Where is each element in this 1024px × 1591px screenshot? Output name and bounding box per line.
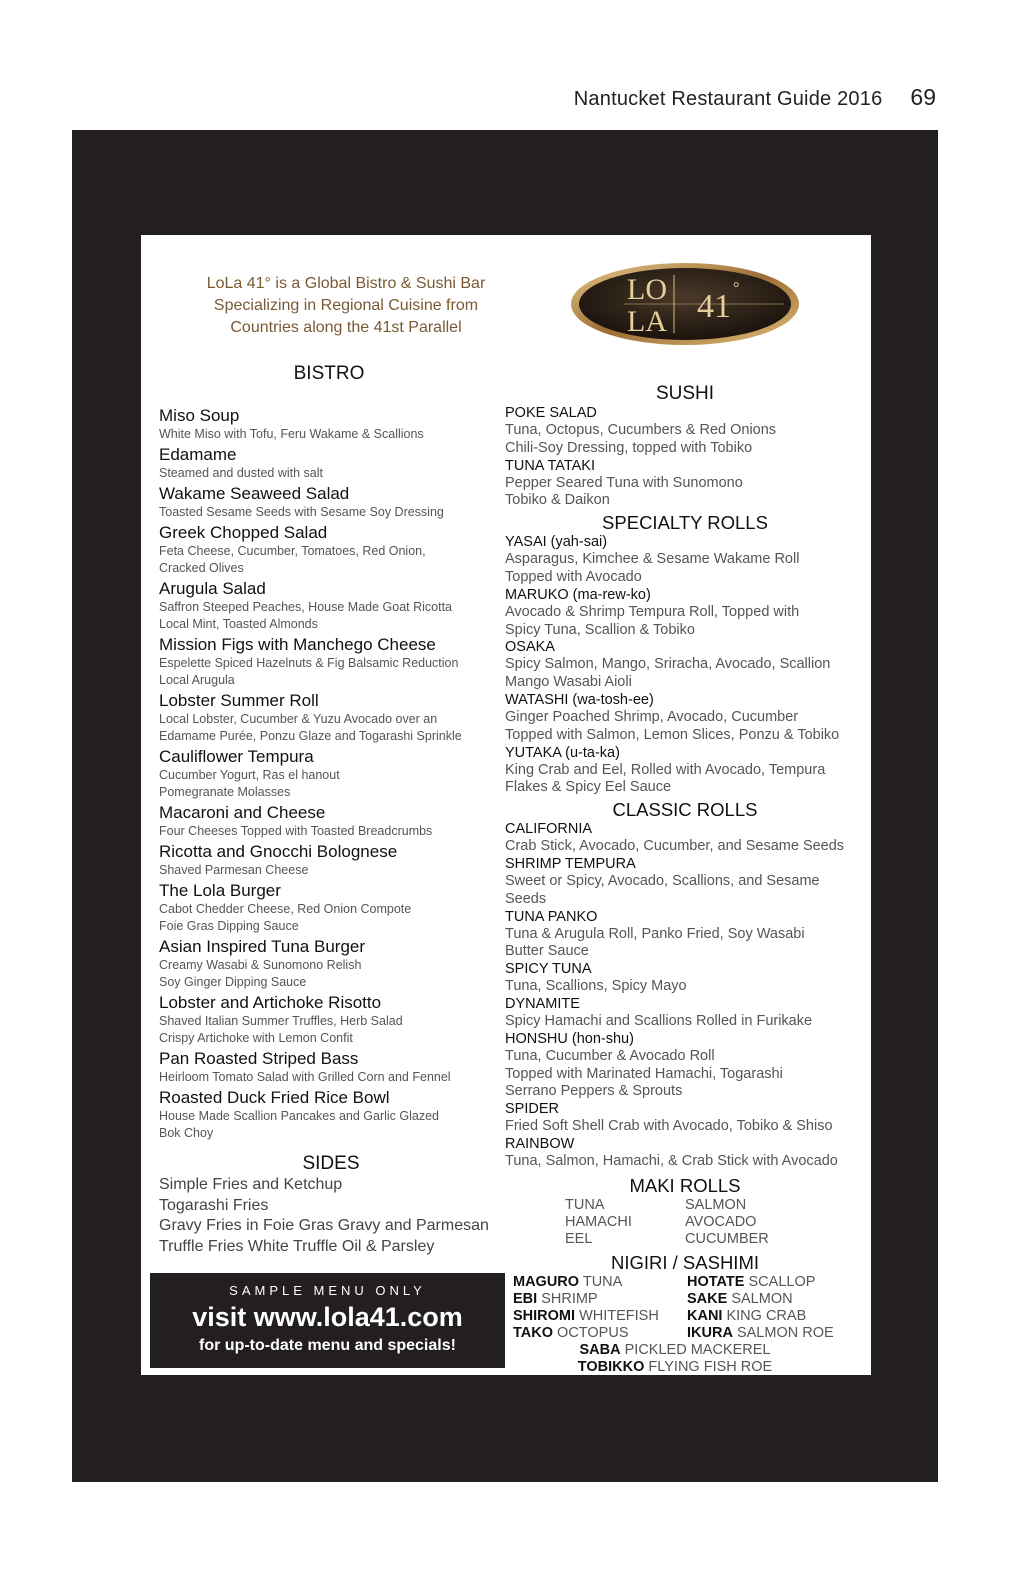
roll-name: SPICY TUNA [505,961,592,978]
menu-item-desc: Feta Cheese, Cucumber, Tomatoes, Red Onion, [159,544,426,558]
menu-item-desc: House Made Scallion Pancakes and Garlic Glazed [159,1109,440,1123]
menu-item [159,803,499,842]
menu-item [159,937,499,993]
roll-item [505,1136,865,1171]
menu-item [159,842,499,881]
menu-item-desc: Soy Ginger Dipping Sauce [159,975,307,989]
menu-item [159,993,499,1049]
roll-item [505,745,865,798]
roll-desc: Tobiko & Daikon [505,492,610,509]
menu-item-desc: Shaved Italian Summer Truffles, Herb Salad [159,1014,403,1028]
nigiri-english-name: SALMON ROE [736,1324,834,1341]
nigiri-item [485,1359,865,1376]
roll-name: SHRIMP TEMPURA [505,855,636,872]
menu-item-name: Edamame [159,445,237,464]
banner-sample-text: SAMPLE MENU ONLY [229,1283,426,1298]
nigiri-english-name: FLYING FISH ROE [648,1358,773,1375]
roll-desc: Tuna, Cucumber & Avocado Roll [505,1047,715,1064]
menu-item [159,579,499,635]
roll-name: CALIFORNIA [505,821,593,838]
menu-item-name: Wakame Seaweed Salad [159,484,350,503]
roll-desc: Flakes & Spicy Eel Sauce [505,779,672,796]
nigiri-english-name: TUNA [582,1273,623,1290]
menu-item-desc: Local Lobster, Cucumber & Yuzu Avocado over an [159,712,438,726]
roll-name: SPIDER [505,1101,559,1118]
nigiri-english-name: PICKLED MACKEREL [624,1341,771,1358]
banner-subtext: for up-to-date menu and specials! [199,1337,456,1354]
lola41-logo [569,261,801,347]
guide-title: Nantucket Restaurant Guide 2016 [573,88,883,110]
menu-item-desc: Local Mint, Toasted Almonds [159,617,318,631]
menu-item-name: Arugula Salad [159,579,266,598]
menu-item-desc: Creamy Wasabi & Sunomono Relish [159,958,362,972]
menu-item [159,1088,499,1144]
menu-item-name: Asian Inspired Tuna Burger [159,937,366,956]
roll-desc: King Crab and Eel, Rolled with Avocado, Tempura [505,761,826,778]
menu-item-name: Roasted Duck Fried Rice Bowl [159,1088,390,1107]
spacer [159,1142,499,1144]
roll-name: YASAI (yah-sai) [505,534,608,551]
roll-item [505,821,865,856]
menu-item [159,445,499,484]
page-header [574,84,936,116]
menu-item [159,881,499,937]
menu-item [159,406,499,445]
logo-number: 41 [697,288,731,325]
nigiri-title: NIGIRI / SASHIMI [610,1251,760,1273]
intro-line: Specializing in Regional Cuisine from [213,297,479,314]
nigiri-item [513,1308,687,1325]
nigiri-item [513,1291,687,1308]
menu-item-name: Pan Roasted Striped Bass [159,1049,359,1068]
roll-item [505,639,865,692]
nigiri-japanese-name: SABA [579,1341,621,1358]
roll-desc: Avocado & Shrimp Tempura Roll, Topped with [505,603,800,620]
menu-item-desc: Shaved Parmesan Cheese [159,863,309,877]
nigiri-item [687,1291,861,1308]
side-item: Simple Fries and Ketchup [159,1176,343,1193]
menu-item-desc: Espelette Spiced Hazelnuts & Fig Balsamic Reduction [159,656,459,670]
roll-name: TUNA PANKO [505,908,598,925]
menu-item-name: Lobster Summer Roll [159,691,319,710]
menu-item-name: Ricotta and Gnocchi Bolognese [159,842,398,861]
classic-rolls-title: CLASSIC ROLLS [612,799,758,821]
maki-item: AVOCADO [685,1213,757,1230]
roll-item [505,909,865,962]
nigiri-item [513,1274,687,1291]
nigiri-english-name: KING CRAB [726,1307,807,1324]
roll-desc: Tuna, Salmon, Hamachi, & Crab Stick with Avocado [505,1152,838,1169]
menu-item [159,635,499,691]
specialty-rolls-title: SPECIALTY ROLLS [602,512,768,534]
nigiri-japanese-name: SAKE [687,1290,728,1307]
menu-item [159,484,499,523]
intro-line: Countries along the 41st Parallel [230,319,462,336]
roll-desc: Pepper Seared Tuna with Sunomono [505,474,743,491]
menu-item-desc: Foie Gras Dipping Sauce [159,919,299,933]
roll-item [505,961,865,996]
menu-item-desc: Crispy Artichoke with Lemon Confit [159,1031,353,1045]
maki-item: EEL [565,1230,593,1247]
roll-item [505,534,865,587]
sides-list [159,1175,509,1257]
logo-lo: LO [627,273,667,306]
menu-item-desc: Pomegranate Molasses [159,785,291,799]
menu-item [159,523,499,579]
menu-item-desc: Local Arugula [159,673,235,687]
menu-item-desc: White Miso with Tofu, Feru Wakame & Scallions [159,427,424,441]
menu-item-desc: Bok Choy [159,1126,214,1140]
menu-item-desc: Steamed and dusted with salt [159,466,323,480]
roll-item [505,692,865,745]
roll-desc: Topped with Salmon, Lemon Slices, Ponzu & Tobiko [505,726,840,743]
banner-website-link[interactable]: visit www.lola41.com [192,1302,463,1332]
roll-desc: Tuna, Scallions, Spicy Mayo [505,978,687,995]
menu-item-desc: Four Cheeses Topped with Toasted Breadcrumbs [159,824,433,838]
roll-desc: Chili-Soy Dressing, topped with Tobiko [505,439,753,456]
roll-desc: Tuna, Octopus, Cucumbers & Red Onions [505,422,777,438]
sushi-list [505,405,865,510]
side-item: Truffle Fries White Truffle Oil & Parsley [159,1237,435,1255]
roll-desc: Serrano Peppers & Sprouts [505,1083,683,1100]
menu-item-desc: Cracked Olives [159,561,244,575]
nigiri-english-name: SALMON [731,1290,793,1307]
maki-item: HAMACHI [565,1213,632,1230]
roll-desc: Seeds [505,890,547,907]
roll-desc: Spicy Salmon, Mango, Sriracha, Avocado, Scallion [505,656,831,673]
nigiri-english-name: WHITEFISH [579,1307,659,1324]
roll-name: DYNAMITE [505,995,580,1012]
nigiri-center-list [485,1342,865,1376]
menu-item-name: Mission Figs with Manchego Cheese [159,635,436,654]
roll-desc: Spicy Hamachi and Scallions Rolled in Furikake [505,1012,813,1029]
roll-name: OSAKA [505,639,555,656]
sample-menu-banner [150,1273,505,1368]
nigiri-item [513,1325,687,1342]
menu-item-name: The Lola Burger [159,881,281,900]
nigiri-english-name: OCTOPUS [557,1324,629,1341]
roll-name: HONSHU (hon-shu) [505,1030,634,1047]
maki-item: SALMON [685,1196,747,1213]
menu-item-desc: Heirloom Tomato Salad with Grilled Corn and Fennel [159,1070,451,1084]
nigiri-english-name: SCALLOP [748,1273,816,1290]
maki-item: CUCUMBER [685,1230,769,1247]
roll-desc: Topped with Marinated Hamachi, Togarashi [505,1065,783,1082]
roll-name: RAINBOW [505,1135,575,1152]
intro-tagline [171,273,521,339]
maki-rolls-grid [565,1197,865,1248]
roll-item [505,856,865,909]
page-number: 69 [910,84,936,110]
roll-name: POKE SALAD [505,405,597,421]
menu-item-name: Greek Chopped Salad [159,523,328,542]
nigiri-japanese-name: HOTATE [687,1273,745,1290]
sushi-title: SUSHI [655,383,715,404]
roll-desc: Butter Sauce [505,943,589,960]
nigiri-japanese-name: EBI [513,1290,538,1307]
menu-item-desc: Toasted Sesame Seeds with Sesame Soy Dressing [159,505,444,519]
menu-item-desc: Cabot Chedder Cheese, Red Onion Compote [159,902,412,916]
roll-item [505,405,865,458]
maki-item: TUNA [565,1196,605,1213]
nigiri-japanese-name: TOBIKKO [577,1358,645,1375]
roll-desc: Sweet or Spicy, Avocado, Scallions, and Sesame [505,872,820,889]
classic-rolls-list [505,821,865,1171]
nigiri-item [485,1342,865,1359]
roll-name: MARUKO (ma-rew-ko) [505,586,651,603]
nigiri-japanese-name: TAKO [513,1324,554,1341]
menu-item-name: Cauliflower Tempura [159,747,314,766]
roll-name: TUNA TATAKI [505,457,595,474]
menu-item-desc: Saffron Steeped Peaches, House Made Goat Ricotta [159,600,453,614]
roll-item [505,996,865,1031]
nigiri-grid [513,1274,865,1342]
maki-rolls-title: MAKI ROLLS [629,1174,741,1196]
nigiri-japanese-name: MAGURO [513,1273,580,1290]
sushi-column [505,383,865,1376]
nigiri-japanese-name: SHIROMI [513,1307,576,1324]
nigiri-item [687,1274,861,1291]
menu-item-name: Miso Soup [159,406,240,425]
roll-desc: Spicy Tuna, Scallion & Tobiko [505,621,695,638]
roll-desc: Mango Wasabi Aioli [505,674,632,691]
side-item: Togarashi Fries [159,1196,269,1214]
nigiri-japanese-name: IKURA [687,1324,733,1341]
roll-item [505,587,865,640]
menu-item-desc: Edamame Purée, Ponzu Glaze and Togarashi Sprinkle [159,729,462,743]
menu-item-name: Macaroni and Cheese [159,803,326,822]
roll-item [505,458,865,511]
bistro-title: BISTRO [293,363,365,384]
roll-desc: Fried Soft Shell Crab with Avocado, Tobiko & Shiso [505,1118,833,1135]
menu-item [159,691,499,747]
intro-line: LoLa 41° is a Global Bistro & Sushi Bar [206,275,486,292]
roll-desc: Crab Stick, Avocado, Cucumber, and Sesame Seeds [505,838,845,855]
logo-degree: ° [733,280,740,297]
menu-item [159,1049,499,1088]
roll-desc: Topped with Avocado [505,568,642,585]
roll-desc: Tuna & Arugula Roll, Panko Fried, Soy Wasabi [505,925,805,942]
menu-item-desc: Cucumber Yogurt, Ras el hanout [159,768,340,782]
side-item: Gravy Fries in Foie Gras Gravy and Parmesan [159,1217,489,1234]
nigiri-item [687,1325,861,1342]
roll-desc: Asparagus, Kimchee & Sesame Wakame Roll [505,551,800,568]
roll-item [505,1031,865,1101]
bistro-list [159,406,499,1144]
sides-title: SIDES [302,1153,360,1174]
menu-item [159,747,499,803]
specialty-rolls-list [505,534,865,797]
nigiri-japanese-name: KANI [687,1307,723,1324]
roll-item [505,1101,865,1136]
roll-desc: Ginger Poached Shrimp, Avocado, Cucumber [505,708,799,725]
roll-name: WATASHI (wa-tosh-ee) [505,691,654,708]
roll-name: YUTAKA (u-ta-ka) [505,744,620,761]
menu-card [141,235,871,1375]
nigiri-english-name: SHRIMP [541,1290,598,1307]
nigiri-item [687,1308,861,1325]
logo-la: LA [627,305,667,338]
menu-item-name: Lobster and Artichoke Risotto [159,993,382,1012]
